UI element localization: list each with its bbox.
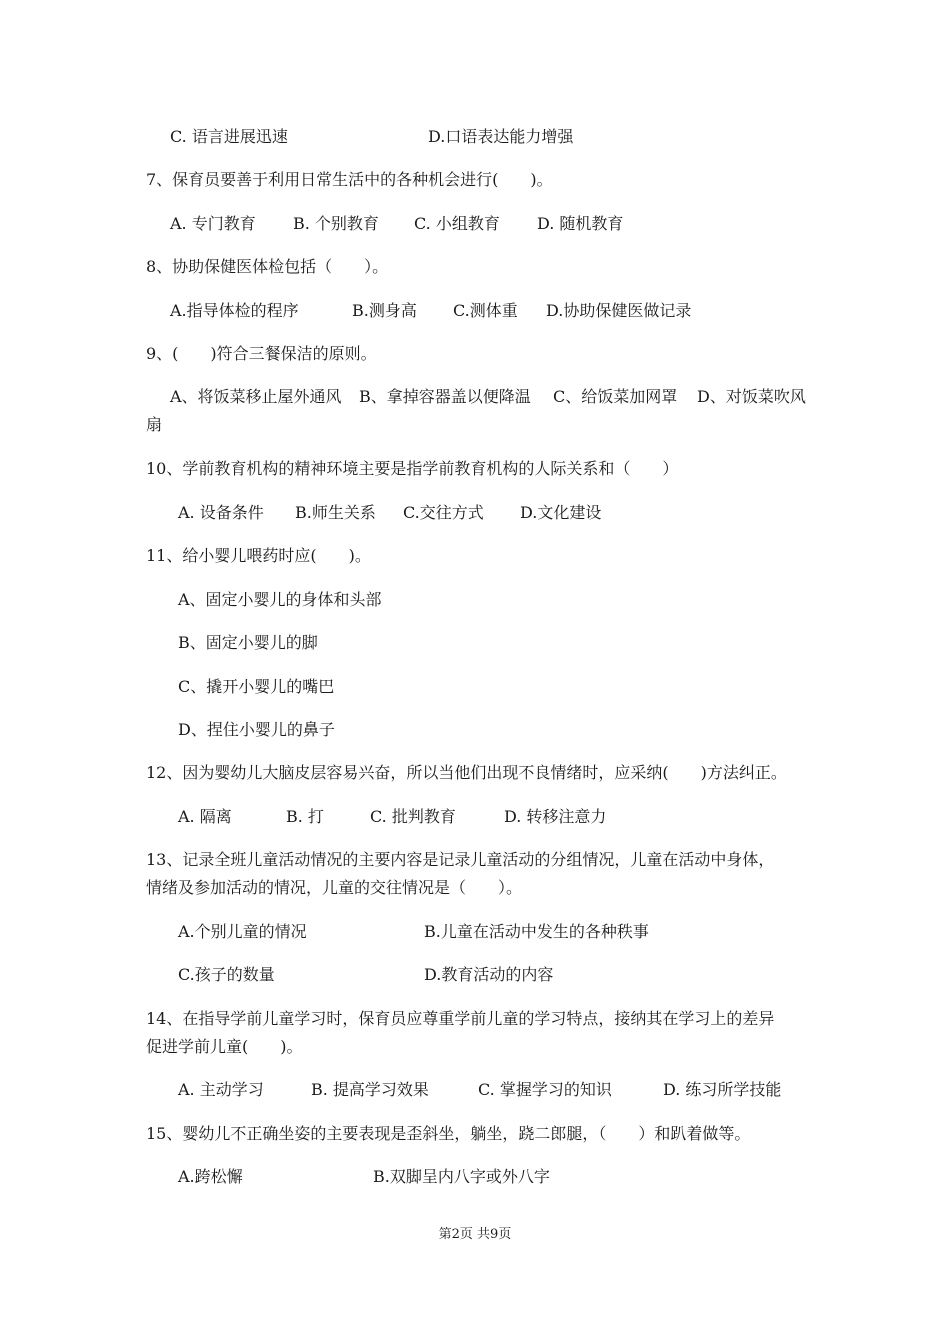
q13-option-a: A.个别儿童的情况	[178, 922, 307, 941]
q12-option-d: D. 转移注意力	[504, 807, 607, 826]
q14-option-d: D. 练习所学技能	[663, 1080, 782, 1099]
q7-option-a: A. 专门教育	[170, 214, 256, 233]
q10-option-c: C.交往方式	[403, 503, 484, 522]
q9-option-c: C、给饭菜加网罩	[553, 387, 678, 406]
q10-option-a: A. 设备条件	[178, 503, 264, 522]
q6-option-d: D.口语表达能力增强	[428, 127, 574, 146]
q8-option-b: B.测身高	[352, 301, 417, 320]
q8-option-a: A.指导体检的程序	[170, 301, 299, 320]
q10-stem: 10、学前教育机构的精神环境主要是指学前教育机构的人际关系和（ ）	[146, 459, 679, 478]
page-footer: 第2页 共9页	[438, 1227, 512, 1242]
q14-stem-line1: 14、在指导学前儿童学习时，保育员应尊重学前儿童的学习特点，接纳其在学习上的差异	[146, 1009, 775, 1028]
q15-option-b: B.双脚呈内八字或外八字	[373, 1167, 550, 1186]
q9-option-d: D、对饭菜吹风	[697, 387, 806, 406]
q14-option-c: C. 掌握学习的知识	[478, 1080, 612, 1099]
q10-option-d: D.文化建设	[520, 503, 602, 522]
q11-option-b: B、固定小婴儿的脚	[178, 633, 318, 652]
q13-option-b: B.儿童在活动中发生的各种秩事	[424, 922, 649, 941]
q12-stem: 12、因为婴幼儿大脑皮层容易兴奋，所以当他们出现不良情绪时，应采纳( )方法纠正。	[146, 763, 787, 782]
q8-option-d: D.协助保健医做记录	[546, 301, 692, 320]
q11-option-c: C、撬开小婴儿的嘴巴	[178, 677, 335, 696]
q9-stem: 9、( )符合三餐保洁的原则。	[146, 344, 377, 363]
q13-option-c: C.孩子的数量	[178, 965, 275, 984]
q15-option-a: A.跨松懈	[178, 1167, 243, 1186]
q7-stem: 7、保育员要善于利用日常生活中的各种机会进行( )。	[146, 170, 553, 189]
q7-option-b: B. 个别教育	[293, 214, 379, 233]
q8-option-c: C.测体重	[453, 301, 518, 320]
q14-option-a: A. 主动学习	[178, 1080, 264, 1099]
q9-option-a: A、将饭菜移止屋外通风	[170, 387, 342, 406]
q8-stem: 8、协助保健医体检包括（ ）。	[146, 257, 389, 276]
q11-stem: 11、给小婴儿喂药时应( )。	[146, 546, 371, 565]
q13-option-d: D.教育活动的内容	[424, 965, 554, 984]
q10-option-b: B.师生关系	[295, 503, 376, 522]
q11-option-d: D、捏住小婴儿的鼻子	[178, 720, 335, 739]
q14-stem-line2: 促进学前儿童( )。	[146, 1037, 303, 1056]
q9-option-b: B、拿掉容器盖以便降温	[359, 387, 531, 406]
q13-stem-line1: 13、记录全班儿童活动情况的主要内容是记录儿童活动的分组情况，儿童在活动中身体，	[146, 850, 775, 869]
q13-stem-line2: 情绪及参加活动的情况，儿童的交往情况是（ ）。	[146, 878, 523, 897]
q15-stem: 15、婴幼儿不正确坐姿的主要表现是歪斜坐，躺坐，跷二郎腿，（ ）和趴着做等。	[146, 1124, 751, 1143]
q7-option-c: C. 小组教育	[414, 214, 500, 233]
q7-option-d: D. 随机教育	[537, 214, 624, 233]
q9-option-d-wrap: 扇	[146, 415, 163, 434]
q14-option-b: B. 提高学习效果	[311, 1080, 429, 1099]
q12-option-b: B. 打	[286, 807, 324, 826]
q6-option-c: C. 语言进展迅速	[170, 127, 288, 146]
q11-option-a: A、固定小婴儿的身体和头部	[178, 590, 382, 609]
q12-option-c: C. 批判教育	[370, 807, 456, 826]
q12-option-a: A. 隔离	[178, 807, 232, 826]
